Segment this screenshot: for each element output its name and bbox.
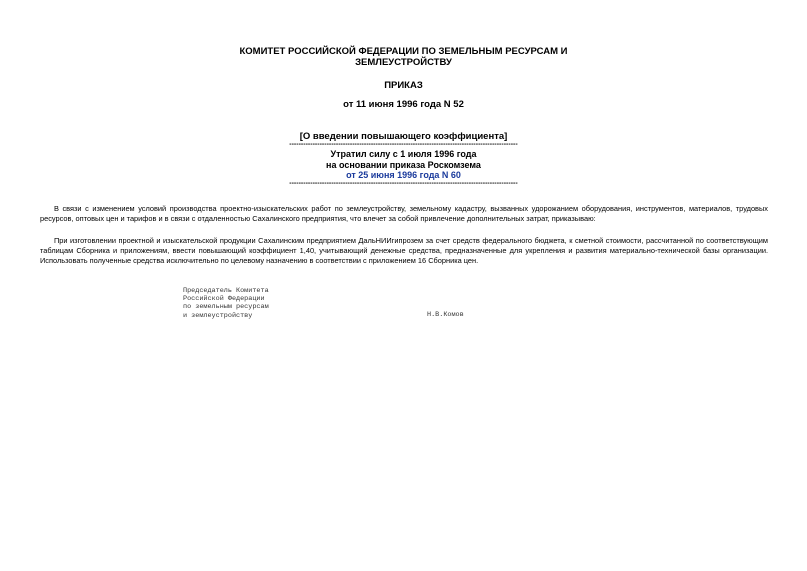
body-paragraph-2: При изготовлении проектной и изыскательской продукции Сахалинским предприятием ДальНИИгипрозем за счет средств федерального бюджета, к сметной стоимости, рассчитанной по соответствующим таблицам Сборника и приложениям, ввести повышающий коэффициент 1,40, учитывающий денежные средства, предназначенные для укрепления и развития материально-технической базы организации. Использовать полученные средства исключительно по целевому назначению в соответствии с приложением 16 Сборника цен. xyxy=(40,236,768,265)
signature-title-line-2: Российской Федерации xyxy=(183,295,265,304)
repeal-order-link[interactable]: от 25 июня 1996 года N 60 xyxy=(346,170,461,180)
document-subject: [О введении повышающего коэффициента] xyxy=(299,131,508,142)
signatory-name: Н.В.Комов xyxy=(427,311,464,319)
body-paragraph-1: В связи с изменением условий производства проектно-изыскательских работ по землеустройству, земельному кадастру, вызванных удорожанием оборудования, инструментов, материалов, трудовых ресурсов, оптовых цен и тарифов и в связи с отдаленностью Сахалинского предприятия, что влечет за собой привлечение дополнительных затрат, приказываю: xyxy=(40,204,768,223)
signature-title-line-1: Председатель Комитета xyxy=(183,287,269,295)
signature-title-line-3: по земельным ресурсам xyxy=(183,303,269,312)
document-date-number: от 11 июня 1996 года N 52 xyxy=(343,99,464,110)
status-line-1: Утратил силу с 1 июля 1996 года xyxy=(330,149,477,159)
status-notice xyxy=(0,142,807,188)
issuing-authority xyxy=(0,46,807,68)
authority-line-1: КОМИТЕТ РОССИЙСКОЙ ФЕДЕРАЦИИ ПО ЗЕМЕЛЬНЫМ РЕСУРСАМ И xyxy=(239,46,568,57)
authority-line-2: ЗЕМЛЕУСТРОЙСТВУ xyxy=(355,57,452,68)
status-separator-bottom: -------------------------------------------------------------------------------------------------- xyxy=(289,180,518,187)
signature-block xyxy=(183,287,269,320)
signature-title-line-4: и землеустройству xyxy=(183,311,253,320)
status-separator-top: -------------------------------------------------------------------------------------------------- xyxy=(289,142,518,148)
document-type: ПРИКАЗ xyxy=(384,80,423,91)
status-line-2: на основании приказа Роскомзема xyxy=(326,159,481,170)
